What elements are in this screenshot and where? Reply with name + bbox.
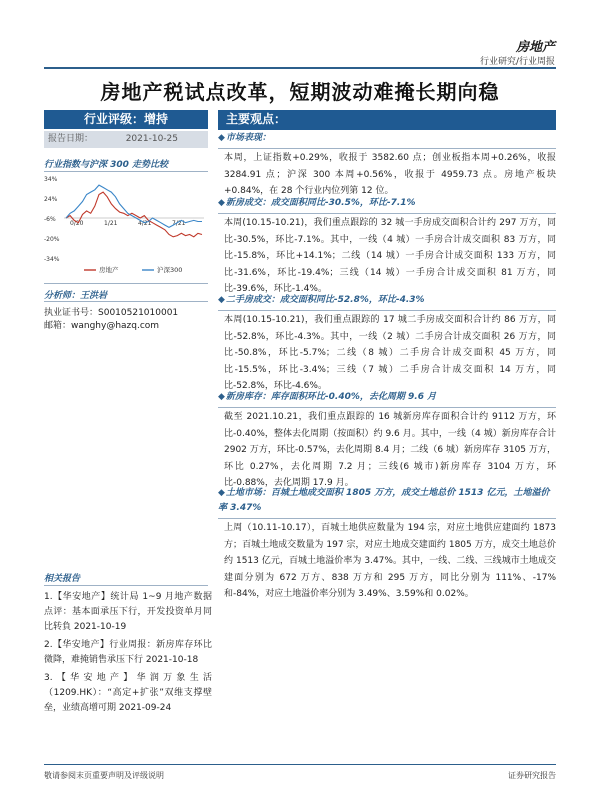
related-report-item: 3.【华安地产】华润万象生活（1209.HK）：“高定+扩张”双维支撑壁垒，业绩高增可期 2021-09-24 [44, 673, 212, 713]
series-line-real-estate [66, 192, 202, 237]
x-tick-label: 4/21 [138, 220, 152, 227]
chart-title: 行业指数与沪深 300 走势比较 [44, 160, 169, 170]
diamond-bullet-icon: ◆ [218, 198, 225, 208]
section-body: 上周（10.11-10.17），百城土地供应数量为 194 宗，对应土地供应建面约 1873 方；百城土地成交数量为 197 宗，对应土地成交建面约 1805 万方，成交土地总价约 1513 亿元，百城土地溢价率为 3.47%。其中，一线、二线、三线城市土地成交建面分别为 672 万方、838 万方和 295 万方，同比分别为 111%、-17%和-84%，对应土地溢价率分别为 3.49%、3.59%和 0.02%。 [224, 523, 556, 599]
header-category: 房地产 [515, 40, 555, 55]
section-market [218, 131, 556, 200]
section-body: 本周，上证指数+0.29%，收报于 3582.60 点；创业板指本周+0.26%，收报 3284.91 点；沪深 300 本周+0.56%，收报于 4959.73 点。房地产板块+0.84%，在 28 个行业内位列第 12 位。 [224, 153, 556, 196]
footer-disclaimer: 敬请参阅末页重要声明及评级说明 [44, 771, 164, 780]
footer-rule [44, 764, 556, 765]
industry-rating: 行业评级：增持 [44, 110, 208, 129]
section-body: 本周(10.15-10.21)，我们重点跟踪的 32 城一手房成交面积合计约 297 万方，同比-30.5%，环比-7.1%。其中，一线（4 城）一手房合计成交面积 83 万方，同比-15.8%，环比+14.1%；二线（14 城）一手房合计成交面积 133 万方，同比-31.6%，环比-19.4%；三线（14 城）一手房合计成交面积 81 万方，同比-39.6%，环比-1.4%。 [224, 218, 556, 294]
series-line-csi300 [66, 185, 202, 227]
report-title: 房地产税试点改革，短期波动难掩长期向稳 [100, 80, 500, 104]
related-rule [44, 585, 208, 586]
index-comparison-chart [44, 172, 210, 282]
y-tick-label: -20% [44, 236, 60, 243]
analyst-license: 执业证书号：S0010521010001 [44, 308, 179, 318]
section-body: 截至 2021.10.21，我们重点跟踪的 16 城新房库存面积合计约 9112 万方，环比-0.40%，整体去化周期（按面积）约 9.6 月。其中，一线（4 城）新房库存合计 2902 万方，环比-0.57%，去化周期 8.4 月；二线（6 城）新房库存 3105 万方，环比 0.27%，去化周期 7.2 月；三线(6 城市)新房库存 3104 万方，环比-0.88%，去化周期 17.9 月。 [224, 412, 556, 488]
section-rule [218, 518, 556, 519]
diamond-bullet-icon: ◆ [218, 488, 225, 498]
section-body: 本周(10.15-10.21)，我们重点跟踪的 17 城二手房成交面积合计约 86 万方，同比-52.8%，环比-4.3%。其中，一线（2 城）二手房合计成交面积 26 万方，同比-50.8%，环比-5.7%；二线（8 城）二手房合计成交面积 45 万方，同比-15.5%，环比-3.4%；三线（7 城）二手房合计成交面积 14 万方，同比-52.8%，环比-4.6%。 [224, 315, 556, 391]
related-report-item: 1.【华安地产】统计局 1~9 月地产数据点评：基本面承压下行，开发投资单月同比转負 2021-10-19 [44, 592, 212, 632]
section-rule [218, 148, 556, 149]
diamond-bullet-icon: ◆ [218, 133, 225, 143]
related-report-item: 2.【华安地产】行业周报：新房库存环比微降，难掩销售承压下行 2021-10-18 [44, 640, 212, 665]
legend-label: 房地产 [99, 266, 119, 274]
y-tick-label: -34% [44, 256, 60, 263]
y-tick-label: -6% [44, 216, 56, 223]
report-date: 2021-10-25 [125, 134, 178, 144]
section-heading: 市场表现： [225, 133, 271, 143]
x-tick-label: 7/21 [172, 220, 186, 227]
section-heading: 土地市场：百城土地成交面积 1805 万方，成交土地总价 1513 亿元，土地溢价率 3.47% [218, 488, 550, 513]
section-second-hand [218, 293, 556, 395]
header-rule [44, 67, 556, 69]
y-tick-label: 34% [44, 176, 58, 183]
header-subtitle: 行业研究/行业周报 [479, 57, 555, 67]
diamond-bullet-icon: ◆ [218, 295, 225, 305]
section-land [218, 486, 556, 603]
footer-report-type: 证券研究报告 [508, 771, 556, 780]
section-heading: 二手房成交：成交面积同比-52.8%，环比-4.3% [225, 295, 425, 305]
y-tick-label: 24% [44, 196, 58, 203]
legend-label: 沪深300 [157, 266, 183, 274]
section-rule [218, 213, 556, 214]
report-date-label: 报告日期： [48, 134, 94, 144]
section-heading: 新房成交：成交面积同比-30.5%，环比-7.1% [225, 198, 416, 208]
main-views-rule [218, 129, 556, 130]
section-new-home [218, 196, 556, 298]
analyst-title: 分析师：王洪岩 [44, 291, 108, 301]
main-views-title: 主要观点： [218, 110, 556, 129]
section-rule [218, 407, 556, 408]
report-date-bar [44, 131, 208, 148]
section-rule [218, 310, 556, 311]
analyst-rule [44, 301, 208, 302]
related-reports-title: 相关报告 [44, 574, 81, 584]
chart-bottom-rule [44, 283, 208, 284]
analyst-email: 邮箱：wanghy@hazq.com [44, 321, 160, 331]
related-reports-list [44, 590, 212, 719]
section-heading: 新房库存：库存面积环比-0.40%，去化周期 9.6 月 [225, 392, 437, 402]
diamond-bullet-icon: ◆ [218, 392, 225, 402]
section-inventory [218, 390, 556, 492]
x-tick-label: 0/20 [70, 220, 84, 227]
x-tick-label: 1/21 [104, 220, 118, 227]
